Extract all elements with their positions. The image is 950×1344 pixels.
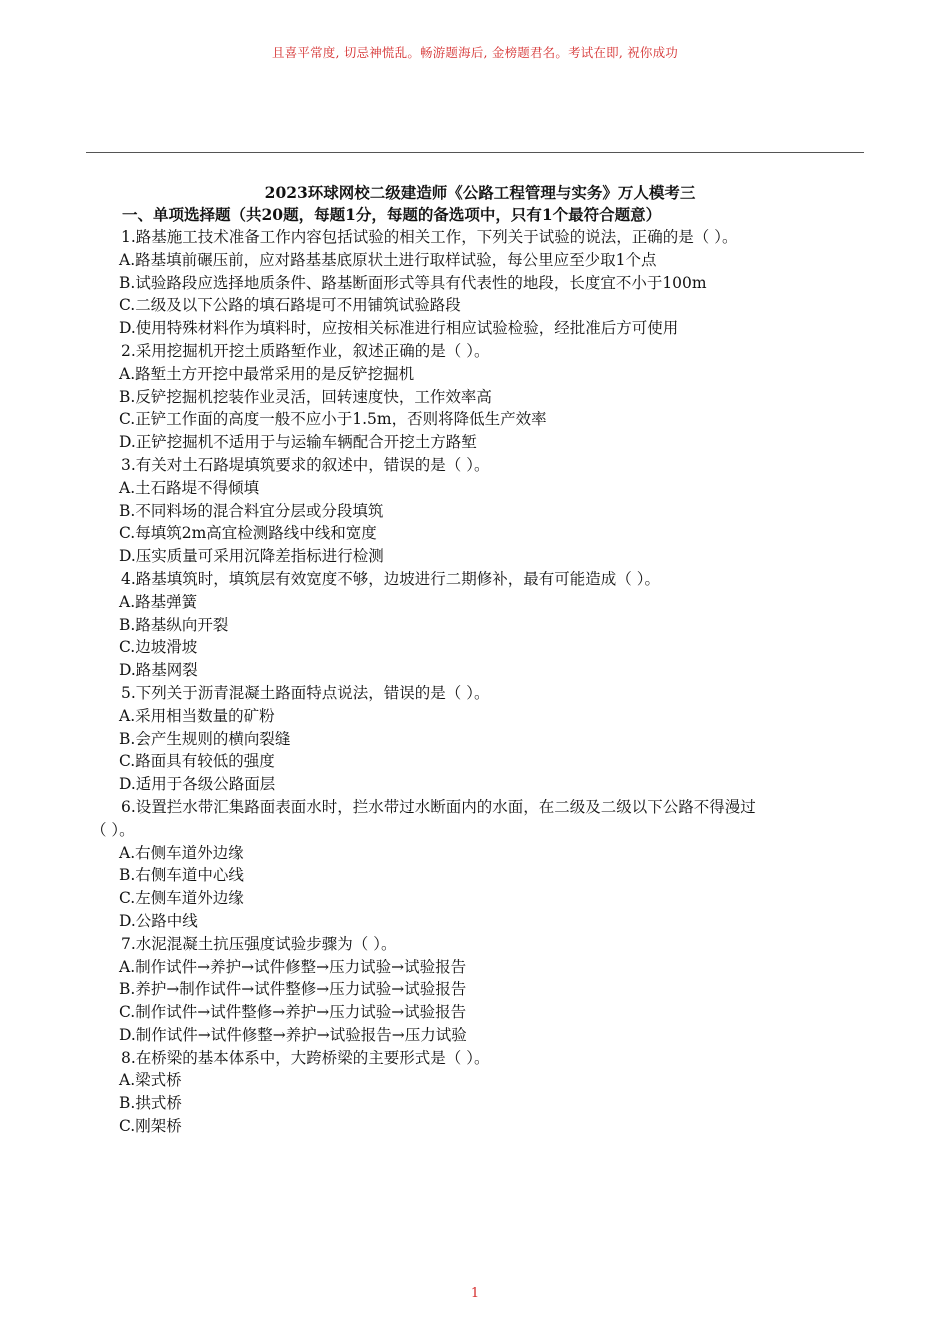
option-b: B.养护→制作试件→试件整修→压力试验→试验报告 [119,980,467,999]
option-a: A.路基填前碾压前，应对路基基底原状土进行取样试验，每公里应至少取1个点 [119,250,657,269]
question-1 [0,226,950,340]
document-title: 2023环球网校二级建造师《公路工程管理与实务》万人模考三 [264,183,696,202]
question-stem: 5.下列关于沥青混凝土路面特点说法，错误的是（ ）。 [121,683,490,702]
document-body [0,182,950,1138]
question-4 [0,568,950,682]
option-b: B.拱式桥 [119,1094,182,1113]
question-stem: 8.在桥梁的基本体系中，大跨桥梁的主要形式是（ ）。 [121,1048,490,1067]
page-number: 1 [470,1286,480,1301]
question-stem: 7.水泥混凝土抗压强度试验步骤为（ ）。 [121,934,397,953]
option-d: D.适用于各级公路面层 [119,775,276,794]
option-b: B.右侧车道中心线 [119,866,244,885]
option-a: A.右侧车道外边缘 [119,843,244,862]
option-c: C.刚架桥 [119,1117,182,1136]
option-a: A.制作试件→养护→试件修整→压力试验→试验报告 [119,957,467,976]
option-b: B.路基纵向开裂 [119,615,229,634]
option-c: C.制作试件→试件整修→养护→压力试验→试验报告 [119,1003,467,1022]
option-b: B.反铲挖掘机挖装作业灵活，回转速度快，工作效率高 [119,387,492,406]
option-d: D.制作试件→试件修整→养护→试验报告→压力试验 [119,1025,467,1044]
option-a: A.路堑土方开挖中最常采用的是反铲挖掘机 [119,364,415,383]
option-c: C.路面具有较低的强度 [119,752,275,771]
header-rule [86,152,864,153]
question-stem: 1.路基施工技术准备工作内容包括试验的相关工作，下列关于试验的说法，正确的是（ ）。 [121,228,738,246]
option-c: C.每填筑2m高宜检测路线中线和宽度 [119,524,377,543]
option-c: C.二级及以下公路的填石路堤可不用铺筑试验路段 [119,296,461,315]
option-a: A.梁式桥 [119,1071,182,1090]
section-heading: 一、单项选择题（共20题，每题1分，每题的备选项中，只有1个最符合题意） [122,205,662,224]
question-6 [0,796,950,933]
question-5 [0,682,950,796]
option-a: A.路基弹簧 [119,592,198,611]
question-3 [0,454,950,568]
option-a: A.土石路堤不得倾填 [119,478,260,497]
option-b: B.不同料场的混合料宜分层或分段填筑 [119,501,384,520]
option-c: C.左侧车道外边缘 [119,889,244,908]
option-c: C.边坡滑坡 [119,638,198,657]
option-d: D.使用特殊材料作为填料时，应按相关标准进行相应试验检验，经批准后方可使用 [119,319,679,338]
option-d: D.正铲挖掘机不适用于与运输车辆配合开挖土方路堑 [119,433,477,452]
option-c: C.正铲工作面的高度一般不应小于1.5m，否则将降低生产效率 [119,410,547,429]
option-d: D.压实质量可采用沉降差指标进行检测 [119,547,384,566]
option-b: B.会产生规则的横向裂缝 [119,729,291,748]
question-stem: 2.采用挖掘机开挖土质路堑作业，叙述正确的是（ ）。 [121,341,490,360]
question-7 [0,933,950,1047]
question-stem: 3.有关对土石路堤填筑要求的叙述中，错误的是（ ）。 [121,455,490,474]
question-stem: 6.设置拦水带汇集路面表面水时，拦水带过水断面内的水面，在二级及二级以下公路不得漫过 [121,797,756,816]
header-motto: 且喜平常度, 切忌神慌乱。畅游题海后, 金榜题君名。考试在即, 祝你成功 [271,45,679,60]
option-d: D.公路中线 [119,911,198,930]
question-2 [0,340,950,454]
option-d: D.路基网裂 [119,661,198,680]
question-8 [0,1047,950,1138]
question-stem: 4.路基填筑时，填筑层有效宽度不够，边坡进行二期修补，最有可能造成（ ）。 [121,569,660,588]
option-b: B.试验路段应选择地质条件、路基断面形式等具有代表性的地段，长度宜不小于100m [119,273,707,292]
question-stem-continuation: （ ）。 [91,820,135,839]
option-a: A.采用相当数量的矿粉 [119,706,275,725]
